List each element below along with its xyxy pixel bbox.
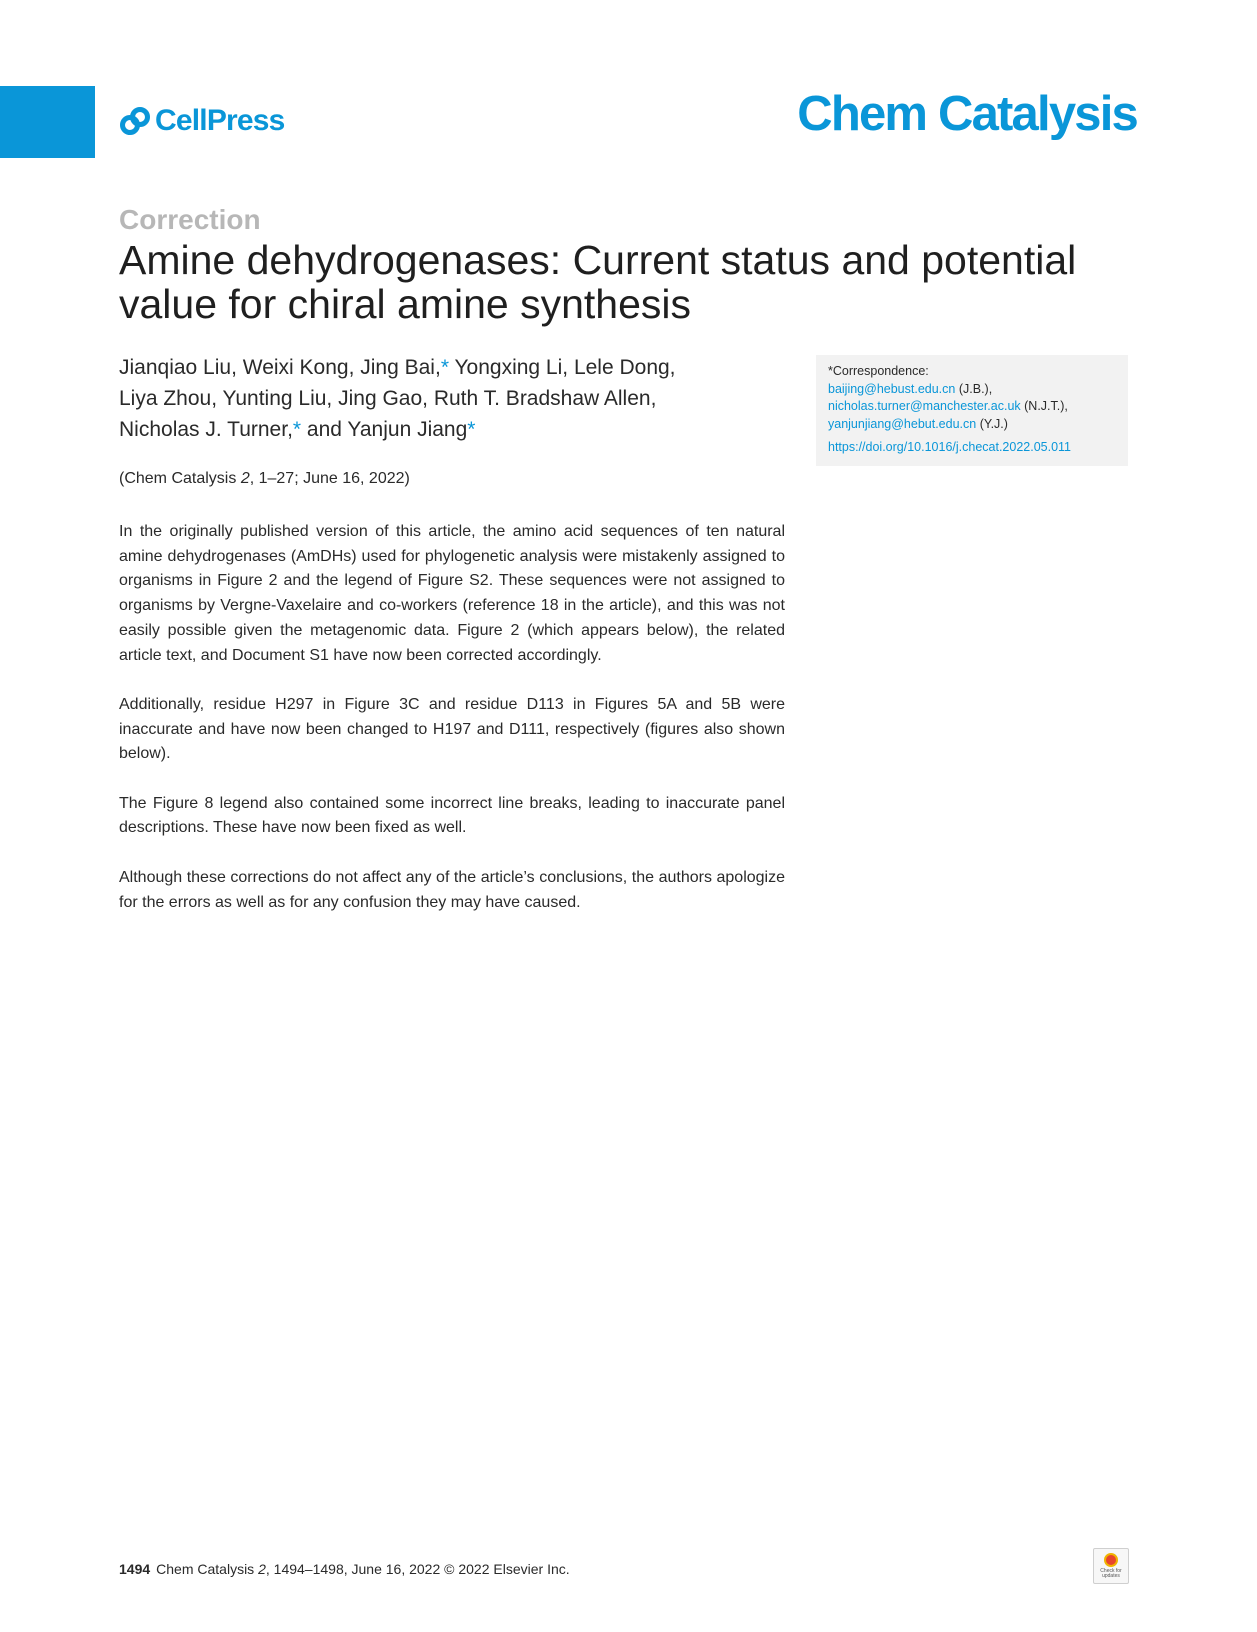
author-names: Jianqiao Liu, Weixi Kong, Jing Bai, [119, 356, 441, 379]
author-initials: (N.J.T.), [1020, 399, 1068, 413]
footer-volume: 2 [258, 1561, 266, 1577]
author-names: Liya Zhou, Yunting Liu, Jing Gao, Ruth T. Bradshaw Allen, [119, 387, 657, 410]
cellpress-mark-icon [119, 106, 151, 136]
author-list [119, 352, 759, 445]
citation-text: (Chem Catalysis [119, 470, 241, 487]
author-names: Nicholas J. Turner, [119, 418, 293, 441]
body-paragraph: In the originally published version of this article, the amino acid sequences of ten natural amine dehydrogenases (AmDHs) used for phylogenetic analysis were mistakenly assigned to organisms in Figure 2 and the legend of Figure S2. These sequences were not assigned to organisms by Vergne-Vaxelaire and co-workers (reference 18 in the article), and this was not easily possible given the metagenomic data. Figure 2 (which appears below), the related article text, and Document S1 have now been corrected accordingly. [119, 523, 785, 664]
journal-name[interactable]: Chem Catalysis [797, 87, 1137, 141]
footer-citation: Chem Catalysis [156, 1561, 259, 1577]
email-link[interactable]: yanjunjiang@hebut.edu.cn [828, 416, 977, 431]
page-footer [119, 1561, 570, 1577]
article-type-label: Correction [119, 204, 261, 235]
correction-body [119, 520, 785, 940]
doi-link[interactable]: https://doi.org/10.1016/j.checat.2022.05.011 [828, 440, 1072, 454]
email-link[interactable]: baijing@hebust.edu.cn [828, 381, 956, 396]
article-title: Amine dehydrogenases: Current status and potential value for chiral amine synthesis [119, 237, 1077, 327]
body-paragraph: The Figure 8 legend also contained some incorrect line breaks, leading to inaccurate panel descriptions. These have now been fixed as well. [119, 794, 785, 837]
author-initials: (Y.J.) [976, 416, 1008, 431]
correspondence-entry [828, 381, 1116, 399]
corresponding-author-marker[interactable]: * [440, 356, 449, 379]
update-badge-icon [1104, 1553, 1118, 1567]
publisher-name: CellPress [155, 104, 285, 137]
correspondence-heading: *Correspondence: [828, 364, 929, 378]
corresponding-author-marker[interactable]: * [467, 418, 476, 441]
page-number: 1494 [119, 1561, 151, 1577]
body-paragraph: Additionally, residue H297 in Figure 3C and residue D113 in Figures 5A and 5B were inaccurate and have now been changed to H197 and D111, respectively (figures also shown below). [119, 695, 785, 763]
body-paragraph: Although these corrections do not affect any of the article’s conclusions, the authors apologize for the errors as well as for any confusion they may have caused. [119, 868, 785, 911]
brand-color-tab [0, 86, 95, 158]
author-names: and Yanjun Jiang [301, 418, 468, 441]
correspondence-entry [828, 398, 1116, 416]
badge-label: Check for updates [1100, 1568, 1122, 1579]
author-names: Yongxing Li, Lele Dong, [449, 356, 676, 379]
cellpress-logo[interactable] [119, 104, 285, 138]
correspondence-entry [828, 416, 1116, 434]
corresponding-author-marker[interactable]: * [292, 418, 302, 441]
citation-volume: 2 [240, 470, 250, 487]
footer-citation: , 1494–1498, June 16, 2022 © 2022 Elsevier Inc. [265, 1561, 570, 1577]
author-initials: (J.B.), [955, 381, 993, 396]
original-citation [119, 470, 410, 488]
email-link[interactable]: nicholas.turner@manchester.ac.uk [828, 399, 1021, 413]
citation-text: , 1–27; June 16, 2022) [249, 470, 410, 487]
check-for-updates-button[interactable] [1093, 1548, 1129, 1584]
correspondence-box [816, 355, 1128, 466]
